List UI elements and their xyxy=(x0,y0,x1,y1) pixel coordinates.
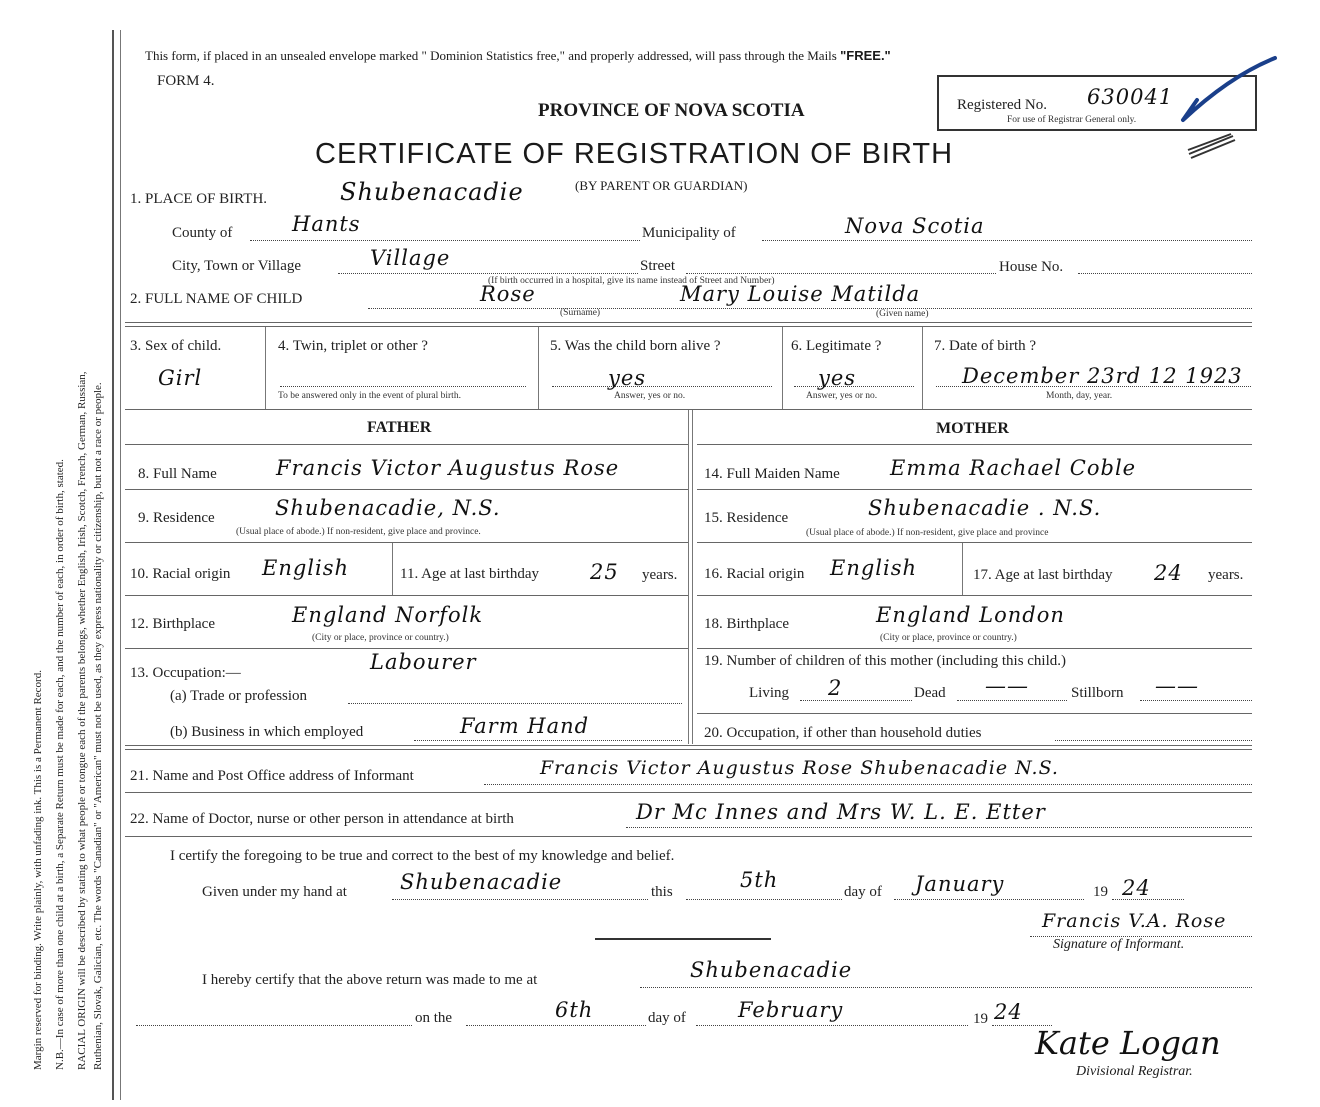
mother-racial-value: English xyxy=(830,556,918,580)
check-mark-icon xyxy=(1175,50,1285,130)
father-birthplace-note: (City or place, province or country.) xyxy=(312,633,449,643)
mother-birthplace-value: England London xyxy=(876,603,1065,627)
certificate-title: CERTIFICATE OF REGISTRATION OF BIRTH xyxy=(315,138,954,170)
county-label: County of xyxy=(172,225,233,241)
dead-value: —— xyxy=(985,674,1029,698)
business-value: Farm Hand xyxy=(460,714,590,738)
stillborn-value: —— xyxy=(1155,674,1199,698)
father-age-label: 11. Age at last birthday xyxy=(400,566,539,582)
dob-value: December 23rd 12 1923 xyxy=(962,364,1243,388)
mother-name-label: 14. Full Maiden Name xyxy=(704,466,840,482)
mother-residence-label: 15. Residence xyxy=(704,510,789,526)
born-alive-caption: Answer, yes or no. xyxy=(614,391,686,401)
twin-label: 4. Twin, triplet or other ? xyxy=(278,338,428,354)
trade-label: (a) Trade or profession xyxy=(170,688,308,704)
informant-signature: Francis V.A. Rose xyxy=(1042,910,1227,932)
given-caption: (Given name) xyxy=(876,309,929,319)
day-of-label-2: day of xyxy=(648,1010,686,1026)
father-residence-value: Shubenacadie, N.S. xyxy=(275,496,501,520)
father-name-value: Francis Victor Augustus Rose xyxy=(276,456,620,480)
month2-value: February xyxy=(738,998,844,1022)
binding-margin xyxy=(28,30,118,1105)
father-occupation-label: 13. Occupation:— xyxy=(130,665,241,681)
mother-birthplace-note: (City or place, province or country.) xyxy=(880,633,1017,643)
given-at-label: Given under my hand at xyxy=(202,884,347,900)
month-value: January xyxy=(915,872,1005,896)
mail-notice: This form, if placed in an unsealed envelope marked " Dominion Statistics free," and properly addressed, will pass through the Mails "FREE." xyxy=(145,48,891,63)
born-alive-label: 5. Was the child born alive ? xyxy=(550,338,721,354)
mother-occupation-label: 20. Occupation, if other than household duties xyxy=(704,725,982,741)
registered-label: Registered No. xyxy=(957,97,1047,113)
form-number: FORM 4. xyxy=(157,73,215,89)
by-parent-note: (BY PARENT OR GUARDIAN) xyxy=(575,178,748,193)
on-the-label: on the xyxy=(415,1010,453,1026)
informant-signature-caption: Signature of Informant. xyxy=(1053,937,1185,952)
mother-racial-label: 16. Racial origin xyxy=(704,566,805,582)
county-value: Hants xyxy=(292,212,361,236)
this-label: this xyxy=(651,884,673,900)
doctor-value: Dr Mc Innes and Mrs W. L. E. Etter xyxy=(636,800,1046,824)
living-value: 2 xyxy=(828,676,843,700)
binding-line-inner xyxy=(120,30,121,1100)
house-number-label: House No. xyxy=(999,259,1064,275)
father-racial-value: English xyxy=(262,556,350,580)
registered-value: 630041 xyxy=(1087,85,1174,109)
this-day-value: 5th xyxy=(740,868,779,892)
born-alive-value: yes xyxy=(608,366,647,390)
ink-scribble-icon xyxy=(1185,132,1240,162)
hospital-note: (If birth occurred in a hospital, give its name instead of Street and Number) xyxy=(488,276,775,286)
legitimate-value: yes xyxy=(818,366,857,390)
day-of-label: day of xyxy=(844,884,882,900)
place-of-birth-value: Shubenacadie xyxy=(340,178,524,206)
father-residence-note: (Usual place of abode.) If non-resident, give place and province. xyxy=(236,527,481,537)
informant-value: Francis Victor Augustus Rose Shubenacadie N.S. xyxy=(540,757,1059,779)
registered-note: For use of Registrar General only. xyxy=(1007,115,1137,125)
surname-caption: (Surname) xyxy=(560,308,601,318)
city-value: Village xyxy=(370,246,451,270)
year-prefix: 19 xyxy=(1093,884,1108,900)
year2-prefix: 19 xyxy=(973,1011,988,1027)
mother-residence-value: Shubenacadie . N.S. xyxy=(868,496,1102,520)
father-years-label: years. xyxy=(642,567,678,583)
father-birthplace-label: 12. Birthplace xyxy=(130,616,215,632)
municipality-value: Nova Scotia xyxy=(845,214,985,238)
margin-note-1: Margin reserved for binding. Write plainly, with unfading ink. This is a Permanent Record. xyxy=(32,670,44,1070)
mother-years-label: years. xyxy=(1208,567,1244,583)
dob-caption: Month, day, year. xyxy=(1046,391,1113,401)
dead-label: Dead xyxy=(914,685,946,701)
registrar-caption: Divisional Registrar. xyxy=(1076,1064,1193,1079)
business-label: (b) Business in which employed xyxy=(170,724,364,740)
twin-note: To be answered only in the event of plural birth. xyxy=(278,391,461,401)
father-heading: FATHER xyxy=(367,419,432,436)
father-racial-label: 10. Racial origin xyxy=(130,566,231,582)
year2-value: 24 xyxy=(994,1000,1023,1024)
margin-note-2: N.B.—In case of more than one child at a birth, a Separate Return must be made for each, and the number of each, in order of birth, stated. xyxy=(54,459,66,1070)
stillborn-label: Stillborn xyxy=(1071,685,1124,701)
father-residence-label: 9. Residence xyxy=(138,510,215,526)
child-given-value: Mary Louise Matilda xyxy=(680,282,921,306)
margin-note-3: RACIAL ORIGIN will be described by stating to what people or tongue each of the parents belongs, whether English, Irish, Scotch, French, German, Russian, xyxy=(76,371,88,1070)
certify-statement: I certify the foregoing to be true and correct to the best of my knowledge and belief. xyxy=(170,848,675,864)
father-age-value: 25 xyxy=(590,560,619,584)
registrar-signature: Kate Logan xyxy=(1035,1024,1221,1062)
registrar-place-value: Shubenacadie xyxy=(690,958,853,982)
mother-name-value: Emma Rachael Coble xyxy=(890,456,1137,480)
dob-label: 7. Date of birth ? xyxy=(934,338,1037,354)
child-surname-value: Rose xyxy=(480,282,536,306)
child-name-label: 2. FULL NAME OF CHILD xyxy=(130,291,303,307)
sex-label: 3. Sex of child. xyxy=(130,338,222,354)
street-label: Street xyxy=(640,258,675,274)
doctor-label: 22. Name of Doctor, nurse or other person in attendance at birth xyxy=(130,811,514,827)
registrar-statement: I hereby certify that the above return was made to me at xyxy=(202,972,538,988)
mother-heading: MOTHER xyxy=(936,420,1009,437)
living-label: Living xyxy=(749,685,789,701)
children-count-label: 19. Number of children of this mother (including this child.) xyxy=(704,653,1067,669)
margin-note-4: Ruthenian, Slovak, Galician, etc. The words "Canadian" or "American" must not be used, as they express nationality or citizenship, but not a race or people. xyxy=(92,382,104,1070)
province-heading: PROVINCE OF NOVA SCOTIA xyxy=(538,100,805,121)
given-at-value: Shubenacadie xyxy=(400,870,563,894)
place-of-birth-label: 1. PLACE OF BIRTH. xyxy=(130,191,268,207)
father-occupation-value: Labourer xyxy=(370,650,477,674)
city-label: City, Town or Village xyxy=(172,258,302,274)
informant-label: 21. Name and Post Office address of Informant xyxy=(130,768,414,784)
on-the-day-value: 6th xyxy=(555,998,594,1022)
municipality-label: Municipality of xyxy=(642,225,736,241)
binding-line xyxy=(112,30,114,1100)
mother-birthplace-label: 18. Birthplace xyxy=(704,616,789,632)
legitimate-label: 6. Legitimate ? xyxy=(791,338,882,354)
father-birthplace-value: England Norfolk xyxy=(292,603,484,627)
legitimate-caption: Answer, yes or no. xyxy=(806,391,878,401)
father-name-label: 8. Full Name xyxy=(138,466,217,482)
mother-age-value: 24 xyxy=(1154,561,1183,585)
mother-age-label: 17. Age at last birthday xyxy=(973,567,1113,583)
year-value: 24 xyxy=(1122,876,1151,900)
sex-value: Girl xyxy=(158,366,203,390)
mother-residence-note: (Usual place of abode.) If non-resident, give place and province xyxy=(806,528,1049,538)
